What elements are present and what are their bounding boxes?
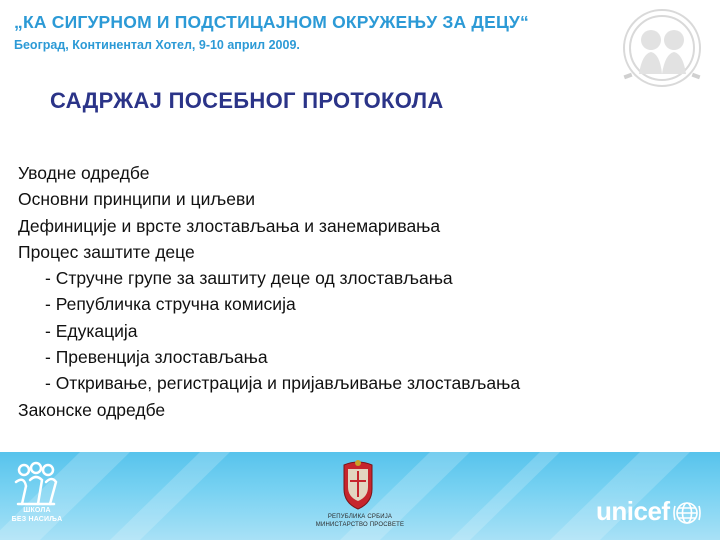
event-title: „КА СИГУРНОМ И ПОДСТИЦАЈНОМ ОКРУЖЕЊУ ЗА ДЕЦУ“ bbox=[14, 12, 529, 32]
list-item: Законске одредбе bbox=[18, 399, 166, 420]
list-item: Основни принципи и циљеви bbox=[18, 189, 256, 210]
sub-list-item: - Едукација bbox=[45, 320, 138, 341]
list-item: Дефиниције и врсте злостављања и занемаривања bbox=[18, 215, 441, 236]
sub-list-item: - Превенција злостављања bbox=[45, 347, 268, 368]
ministry-text-line: МИНИСТАРСТВО ПРОСВЕТЕ bbox=[315, 522, 405, 528]
sub-list-item: - Републичка стручна комисија bbox=[45, 294, 296, 315]
logo-text-line: БЕЗ НАСИЉА bbox=[11, 516, 63, 523]
contents-list bbox=[18, 160, 520, 423]
unicef-globe-icon bbox=[672, 498, 702, 528]
section-title: САДРЖАЈ ПОСЕБНОГ ПРОТОКОЛА bbox=[50, 88, 444, 113]
event-subtitle: Београд, Континентал Хотел, 9-10 април 2009. bbox=[14, 38, 300, 52]
sub-list-item: - Откривање, регистрација и пријављивање злостављања bbox=[45, 373, 521, 394]
serbia-coat-of-arms-icon bbox=[340, 459, 376, 511]
children-circle-logo-icon bbox=[612, 4, 712, 92]
unicef-wordmark: unicef bbox=[596, 496, 670, 526]
ministry-text-line: РЕПУБЛИКА СРБИЈА bbox=[327, 514, 393, 520]
sub-list-item: - Стручне групе за заштиту деце од злостављања bbox=[45, 268, 453, 289]
school-without-violence-logo-icon bbox=[12, 460, 60, 536]
logo-text-line: ШКОЛА bbox=[23, 507, 51, 514]
footer-band bbox=[0, 452, 720, 540]
list-item: Уводне одредбе bbox=[18, 163, 150, 183]
list-item: Процес заштите деце bbox=[18, 241, 195, 262]
